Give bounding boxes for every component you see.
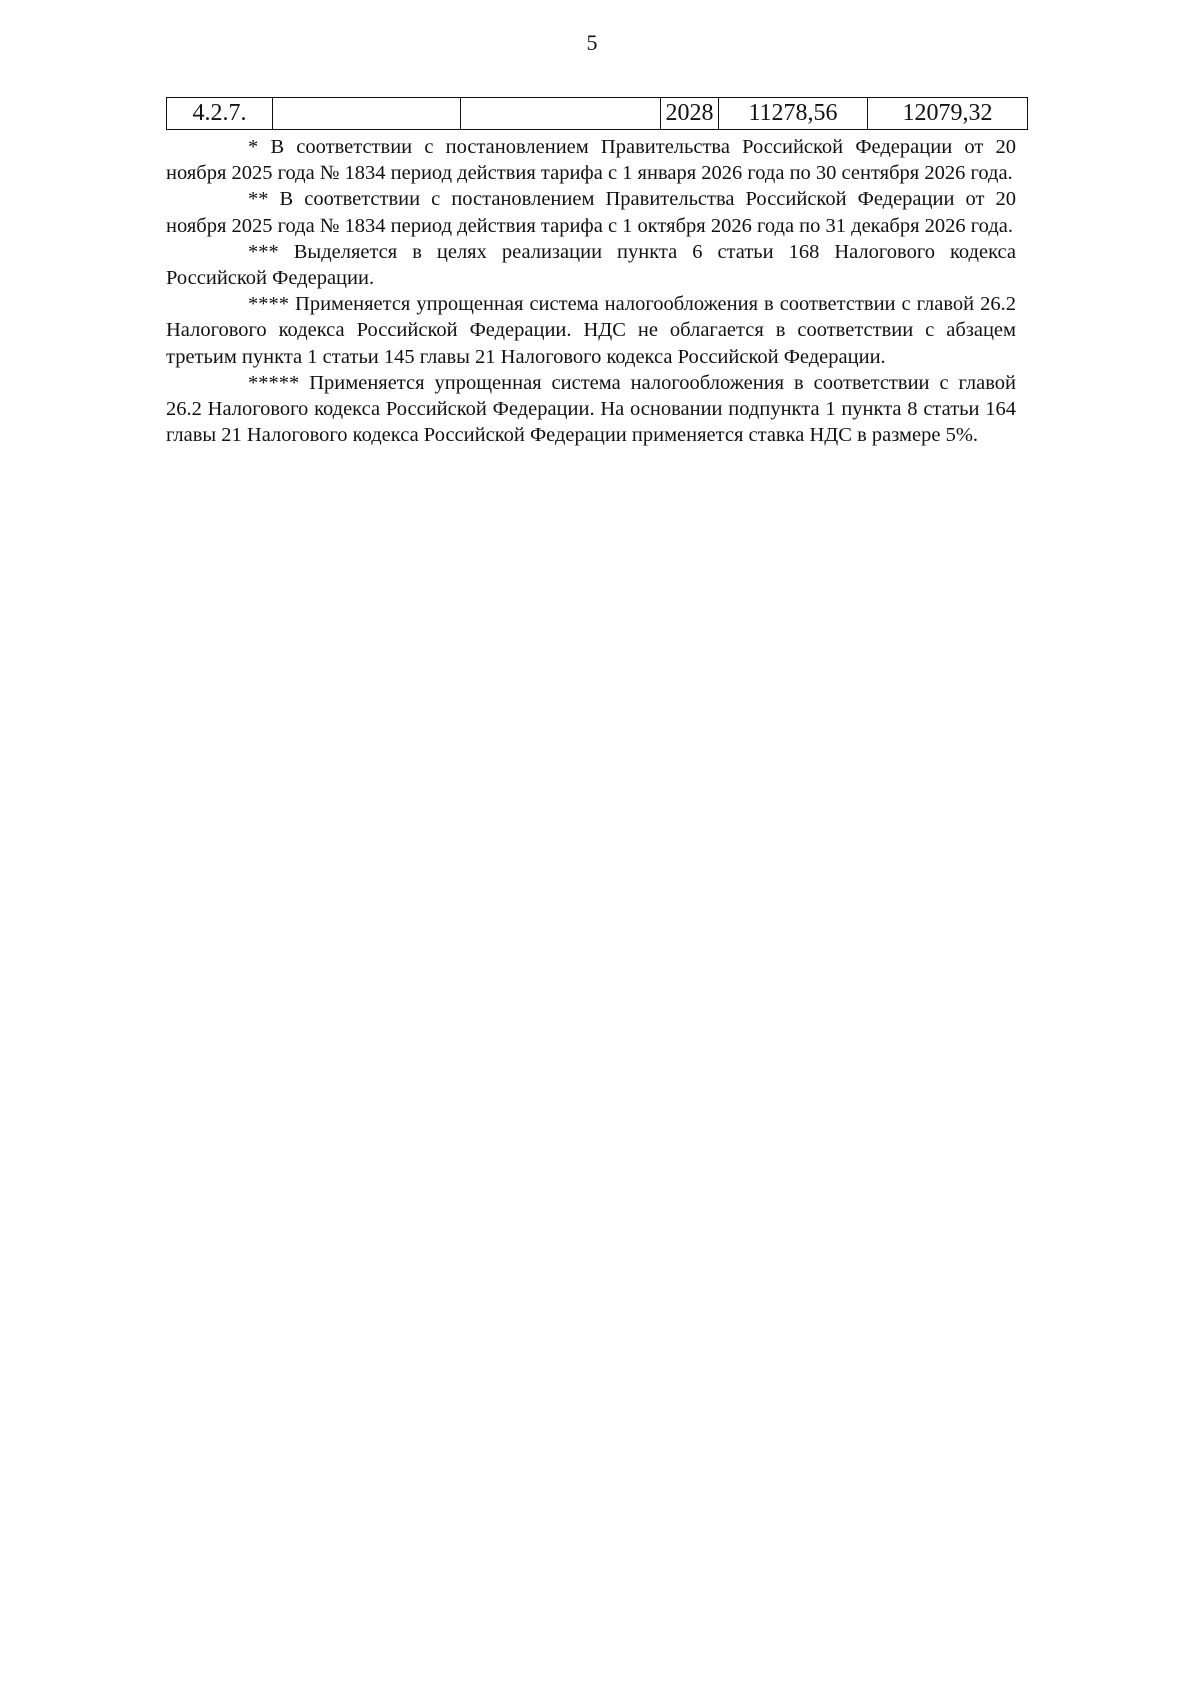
- footnote-2: ** В соответствии с постановлением Правительства Российской Федерации от 20 ноября 2025 года № 1834 период действия тарифа с 1 октября 2026 года по 31 декабря 2026 года.: [166, 188, 1016, 237]
- footnote-4: **** Применяется упрощенная система налогообложения в соответствии с главой 26.2 Налогового кодекса Российской Федерации. НДС не облагается в соответствии с абзацем третьим пункта 1 статьи 145 главы 21 Налогового кодекса Российской Федерации.: [166, 293, 1016, 368]
- cell-year: 2028: [661, 98, 719, 130]
- table-row: [167, 98, 1028, 130]
- cell-empty-1: [273, 98, 461, 130]
- footnotes: [166, 134, 1016, 448]
- footnote-5: ***** Применяется упрощенная система налогообложения в соответствии с главой 26.2 Налогового кодекса Российской Федерации. На основании подпункта 1 пункта 8 статьи 164 главы 21 Налогового кодекса Российской Федерации применяется ставка НДС в размере 5%.: [166, 371, 1016, 447]
- tariff-table: [166, 97, 1028, 130]
- cell-empty-2: [461, 98, 661, 130]
- footnote-3: *** Выделяется в целях реализации пункта 6 статьи 168 Налогового кодекса Российской Федерации.: [166, 240, 1016, 290]
- cell-value-2: 12079,32: [868, 98, 1028, 130]
- cell-item-number: 4.2.7.: [167, 98, 273, 130]
- page-number: 5: [586, 30, 598, 55]
- cell-value-1: 11278,56: [719, 98, 868, 130]
- footnote-1: * В соответствии с постановлением Правительства Российской Федерации от 20 ноября 2025 года № 1834 период действия тарифа с 1 января 2026 года по 30 сентября 2026 года.: [166, 136, 1016, 185]
